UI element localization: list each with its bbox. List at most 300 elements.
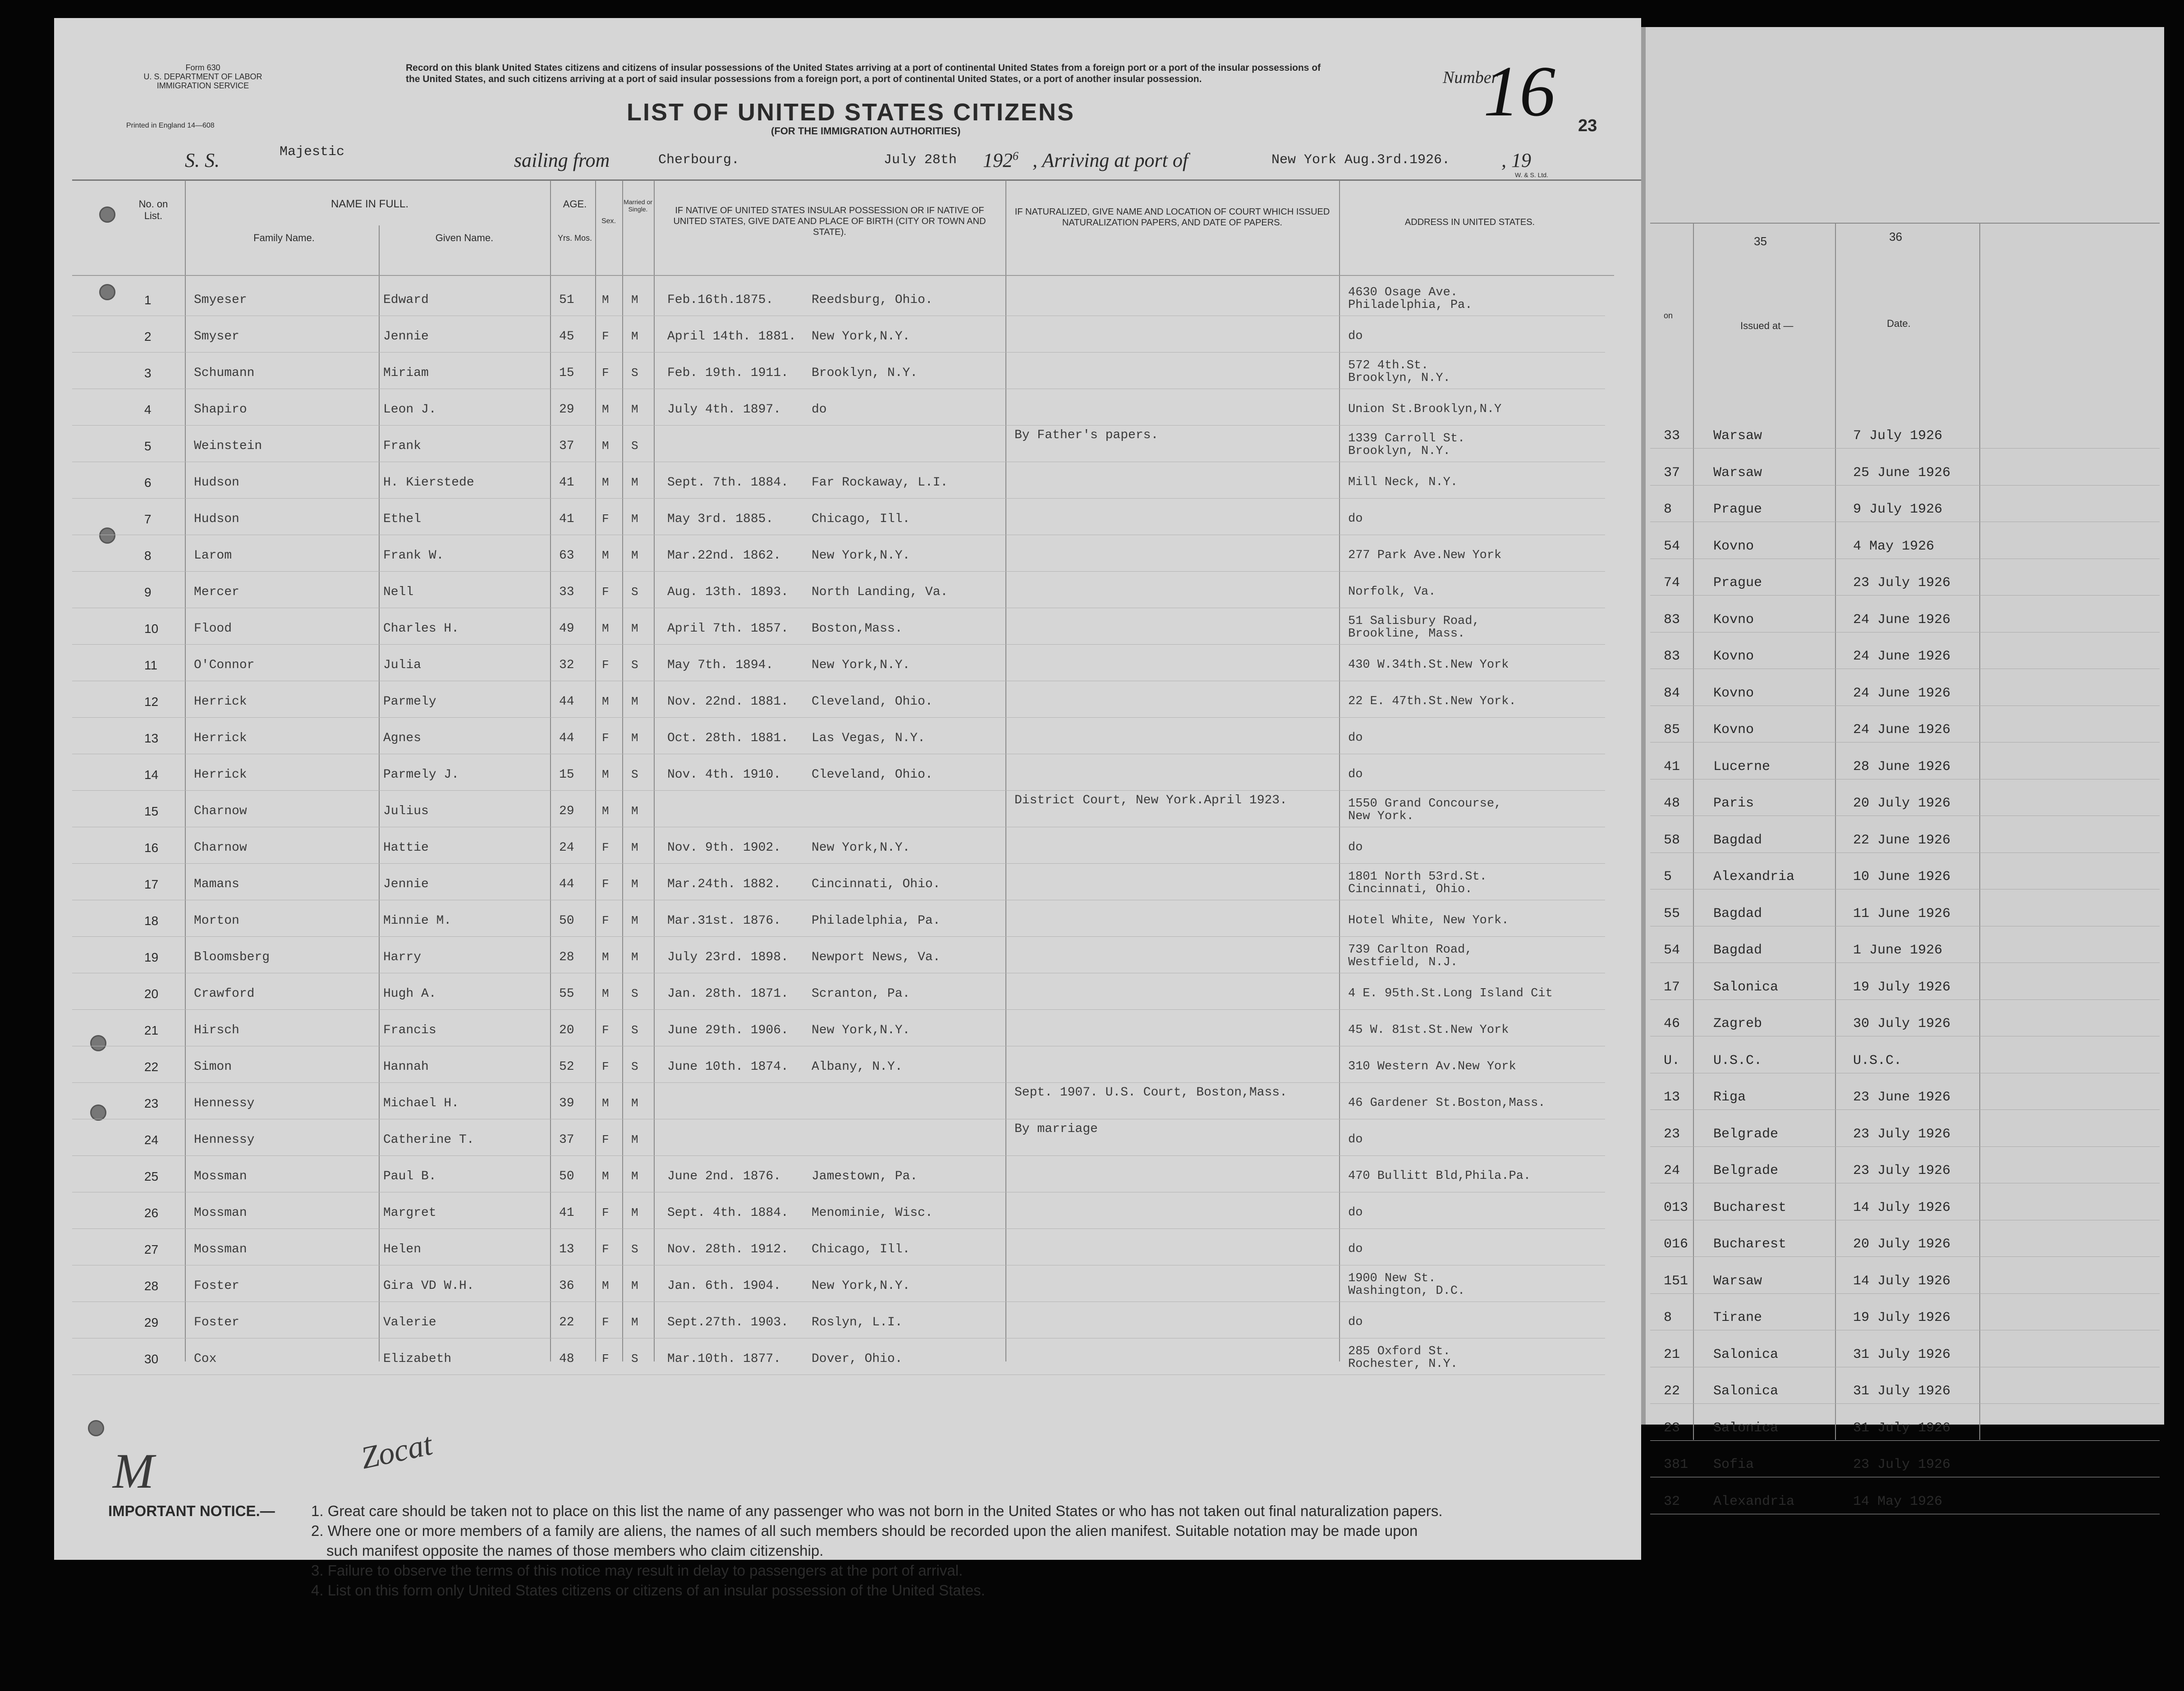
address-line-1: 1339 Carroll St. <box>1348 432 1465 445</box>
birth-place: Cincinnati, Ohio. <box>812 877 941 891</box>
row-rule <box>72 1301 1605 1302</box>
birth-date: April 7th. 1857. <box>667 622 789 636</box>
issued-at: Lucerne <box>1713 759 1771 774</box>
age: 48 <box>559 1352 574 1366</box>
birth-date: Mar.31st. 1876. <box>667 914 781 928</box>
marital-status: M <box>631 403 638 416</box>
age: 24 <box>559 841 574 855</box>
arriving-label: , Arriving at port of <box>1032 149 1188 171</box>
row-number: 21 <box>144 1023 159 1037</box>
col-age: AGE. <box>563 198 587 210</box>
notice-label: IMPORTANT NOTICE.— <box>108 1503 275 1519</box>
issued-at: Tirane <box>1713 1310 1762 1325</box>
family-name: Simon <box>194 1060 232 1074</box>
marital-status: S <box>631 768 638 781</box>
row-number: 24 <box>144 1133 159 1147</box>
visa-number: 48 <box>1664 796 1680 811</box>
handwritten-mark: M <box>113 1444 154 1499</box>
sex: F <box>602 512 609 526</box>
departure-date: July 28th <box>884 152 957 168</box>
col-birth: IF NATIVE OF UNITED STATES INSULAR POSSESSION OR IF NATIVE OF UNITED STATES, GIVE DATE AND PLACE OF BIRTH (CITY OR TOWN AND STATE). <box>673 206 986 237</box>
marital-status: M <box>631 1133 638 1146</box>
birth-date: Feb. 19th. 1911. <box>667 366 789 380</box>
visa-number: 23 <box>1664 1126 1680 1142</box>
birth-date: Sept. 7th. 1884. <box>667 476 789 490</box>
marital-status: M <box>631 622 638 635</box>
sex: M <box>602 1096 609 1110</box>
row-number: 12 <box>144 695 159 709</box>
address-line-1: Union St.Brooklyn,N.Y <box>1348 403 1502 416</box>
age: 28 <box>559 950 574 964</box>
sex: M <box>602 549 609 562</box>
address-line-2: New York. <box>1348 810 1414 823</box>
side-row-rule <box>1650 999 2160 1000</box>
family-name: Charnow <box>194 841 247 855</box>
family-name: Herrick <box>194 768 247 782</box>
family-name: Herrick <box>194 731 247 745</box>
age: 44 <box>559 877 574 891</box>
family-name: Foster <box>194 1315 239 1329</box>
given-name: Charles H. <box>383 622 459 636</box>
issued-at: Kovno <box>1713 722 1754 738</box>
marital-status: M <box>631 841 638 854</box>
age: 50 <box>559 914 574 928</box>
birth-date: Aug. 13th. 1893. <box>667 585 789 599</box>
issue-date: 24 June 1926 <box>1853 722 1951 738</box>
issue-date: 1 June 1926 <box>1853 943 1943 958</box>
row-number: 1 <box>144 293 151 307</box>
address-line-1: 46 Gardener St.Boston,Mass. <box>1348 1096 1546 1110</box>
visa-number: 32 <box>1664 1494 1680 1509</box>
row-number: 6 <box>144 476 151 490</box>
visa-number: 33 <box>1664 428 1680 444</box>
marital-status: S <box>631 1023 638 1037</box>
col-address: ADDRESS IN UNITED STATES. <box>1404 217 1535 227</box>
sex: M <box>602 768 609 781</box>
row-rule <box>72 498 1605 499</box>
departure-port: Cherbourg. <box>658 152 740 168</box>
issue-date: 24 June 1926 <box>1853 649 1951 664</box>
sex: F <box>602 1352 609 1366</box>
address-line-2: Washington, D.C. <box>1348 1284 1465 1298</box>
visa-number: 016 <box>1664 1237 1688 1252</box>
row-number: 18 <box>144 914 159 928</box>
col-divider <box>622 180 623 1361</box>
visa-number: 8 <box>1664 1310 1672 1325</box>
birth-date: Sept.27th. 1903. <box>667 1315 789 1329</box>
row-rule <box>72 863 1605 864</box>
birth-date: Nov. 4th. 1910. <box>667 768 781 782</box>
birth-place: Brooklyn, N.Y. <box>812 366 918 380</box>
family-name: Mossman <box>194 1169 247 1183</box>
visa-number: 85 <box>1664 722 1680 738</box>
birth-date: Nov. 28th. 1912. <box>667 1242 789 1256</box>
issued-at: Kovno <box>1713 538 1754 554</box>
family-name: Shapiro <box>194 403 247 417</box>
issued-at: Bagdad <box>1713 943 1762 958</box>
issued-at: Alexandria <box>1713 869 1795 884</box>
issued-at: Kovno <box>1713 649 1754 664</box>
family-name: Hirsch <box>194 1023 239 1037</box>
visa-number: 46 <box>1664 1016 1680 1031</box>
given-name: Helen <box>383 1242 422 1256</box>
sex: M <box>602 476 609 489</box>
sex: F <box>602 877 609 891</box>
row-number: 30 <box>144 1352 159 1366</box>
sex: F <box>602 366 609 380</box>
row-rule <box>72 1082 1605 1083</box>
sex: F <box>602 1060 609 1073</box>
address-line-2: Brooklyn, N.Y. <box>1348 371 1450 385</box>
family-name: Hudson <box>194 512 239 526</box>
col-no: No. on List. <box>138 198 168 221</box>
given-name: Edward <box>383 293 429 307</box>
col-name-in-full: NAME IN FULL. <box>330 198 409 210</box>
handwritten-note: Zocat <box>358 1427 436 1476</box>
birth-place: New York,N.Y. <box>812 549 910 563</box>
marital-status: M <box>631 1279 638 1292</box>
address-line-1: Norfolk, Va. <box>1348 585 1436 599</box>
col-family: Family Name. <box>253 232 315 243</box>
col-sex: Sex. <box>601 217 616 225</box>
side-divider <box>1979 223 1980 1440</box>
family-name: Mamans <box>194 877 239 891</box>
side-row-rule <box>1650 595 2160 596</box>
age: 13 <box>559 1242 574 1256</box>
marital-status: M <box>631 731 638 745</box>
address-line-1: do <box>1348 1133 1363 1146</box>
visa-number: 58 <box>1664 832 1680 848</box>
given-name: Frank W. <box>383 549 444 563</box>
sailing-label: sailing from <box>514 149 610 171</box>
important-notice <box>108 1501 1443 1600</box>
birth-date: June 29th. 1906. <box>667 1023 789 1037</box>
issued-at: Salonica <box>1713 1347 1779 1362</box>
address-line-1: 739 Carlton Road, <box>1348 943 1473 957</box>
page-title: LIST OF UNITED STATES CITIZENS <box>627 99 1075 126</box>
age: 36 <box>559 1279 574 1293</box>
birth-date: June 2nd. 1876. <box>667 1169 781 1183</box>
age: 44 <box>559 731 574 745</box>
issued-at: Warsaw <box>1713 428 1762 444</box>
issued-at: Sofia <box>1713 1457 1754 1472</box>
marital-status: M <box>631 877 638 891</box>
age: 29 <box>559 403 574 417</box>
ship-name: Majestic <box>280 144 345 160</box>
birth-place: Far Rockaway, L.I. <box>812 476 948 490</box>
row-rule <box>72 717 1605 718</box>
issue-date: 31 July 1926 <box>1853 1420 1951 1436</box>
address-line-1: do <box>1348 768 1363 781</box>
side-col-36: 36 <box>1889 230 1902 243</box>
address-line-1: do <box>1348 841 1363 854</box>
sex: M <box>602 804 609 818</box>
list-number: 16 <box>1483 51 1555 131</box>
age: 55 <box>559 987 574 1001</box>
row-number: 3 <box>144 366 151 380</box>
family-name: Mossman <box>194 1206 247 1220</box>
address-line-1: 22 E. 47th.St.New York. <box>1348 695 1516 708</box>
side-row-rule <box>1650 1256 2160 1257</box>
sex: F <box>602 914 609 927</box>
visa-number: 5 <box>1664 869 1672 884</box>
sex: F <box>602 1133 609 1146</box>
given-name: Parmely J. <box>383 768 459 782</box>
row-number: 15 <box>144 804 159 818</box>
issued-at: Belgrade <box>1713 1126 1779 1142</box>
address-line-1: 1801 North 53rd.St. <box>1348 870 1487 884</box>
issued-at: Warsaw <box>1713 465 1762 481</box>
row-number: 10 <box>144 622 159 636</box>
birth-place: Philadelphia, Pa. <box>812 914 941 928</box>
age: 41 <box>559 476 574 490</box>
address-line-1: do <box>1348 1206 1363 1219</box>
issued-at: Bagdad <box>1713 832 1762 848</box>
birth-date: June 10th. 1874. <box>667 1060 789 1074</box>
age: 15 <box>559 366 574 380</box>
family-name: Smyeser <box>194 293 247 307</box>
marital-status: S <box>631 658 638 672</box>
row-number: 28 <box>144 1279 159 1293</box>
side-row-rule <box>1650 962 2160 963</box>
notice-item: 3. Failure to observe the terms of this notice may result in delay to passengers at the port of arrival. <box>311 1562 963 1579</box>
visa-number: 83 <box>1664 649 1680 664</box>
marital-status: M <box>631 330 638 343</box>
family-name: Morton <box>194 914 239 928</box>
issue-date: 23 July 1926 <box>1853 575 1951 591</box>
given-name: Francis <box>383 1023 436 1037</box>
age: 49 <box>559 622 574 636</box>
marital-status: M <box>631 476 638 489</box>
instructions: Record on this blank United States citizens and citizens of insular possessions of the United States arriving at a port of continental United States from a foreign port or a port of the insular possessions of the United States, and such citizens arriving at a port of said insular possessions from a foreign port, a port of continental United States, or a port of another insular possession. <box>406 63 1321 84</box>
side-row-rule <box>1650 1146 2160 1147</box>
col-divider <box>185 180 186 1361</box>
issued-at: Kovno <box>1713 612 1754 628</box>
family-name: Schumann <box>194 366 255 380</box>
family-name: Larom <box>194 549 232 563</box>
marital-status: M <box>631 804 638 818</box>
family-name: Charnow <box>194 804 247 818</box>
marital-status: S <box>631 987 638 1000</box>
issued-at: Salonica <box>1713 1420 1779 1436</box>
issued-at: U.S.C. <box>1713 1053 1762 1068</box>
birth-place: New York,N.Y. <box>812 1279 910 1293</box>
issued-at: Belgrade <box>1713 1163 1779 1178</box>
age: 20 <box>559 1023 574 1037</box>
birth-date: Sept. 4th. 1884. <box>667 1206 789 1220</box>
marital-status: S <box>631 585 638 599</box>
sex: F <box>602 658 609 672</box>
birth-place: Dover, Ohio. <box>812 1352 903 1366</box>
sex: F <box>602 585 609 599</box>
birth-date: July 23rd. 1898. <box>667 950 789 964</box>
marital-status: M <box>631 1315 638 1329</box>
issued-at: Salonica <box>1713 1384 1779 1399</box>
marital-status: M <box>631 512 638 526</box>
issue-date: 23 June 1926 <box>1853 1090 1951 1105</box>
department: U. S. DEPARTMENT OF LABOR <box>143 72 262 81</box>
col-yrs-mos: Yrs. Mos. <box>557 234 592 243</box>
issue-date: 24 June 1926 <box>1853 685 1951 701</box>
side-row-rule <box>1650 1403 2160 1404</box>
birth-place: Albany, N.Y. <box>812 1060 903 1074</box>
marital-status: M <box>631 549 638 562</box>
issued-at: Prague <box>1713 575 1762 591</box>
birth-place: New York,N.Y. <box>812 658 910 672</box>
birth-date: July 4th. 1897. <box>667 403 781 417</box>
row-rule <box>72 644 1605 645</box>
address-line-1: 1550 Grand Concourse, <box>1348 797 1502 811</box>
issue-date: 4 May 1926 <box>1853 538 1935 554</box>
side-row-rule <box>1650 1109 2160 1110</box>
side-divider <box>1693 223 1694 1440</box>
visa-number: 55 <box>1664 906 1680 921</box>
row-number: 5 <box>144 439 151 453</box>
header-bottom-rule <box>72 275 1614 276</box>
visa-number: U. <box>1664 1053 1680 1068</box>
marital-status: M <box>631 1096 638 1110</box>
address-line-2: Brookline, Mass. <box>1348 627 1465 641</box>
given-name: Agnes <box>383 731 422 745</box>
issued-at: Riga <box>1713 1090 1746 1105</box>
issue-date: 19 July 1926 <box>1853 979 1951 995</box>
visa-number: 17 <box>1664 979 1680 995</box>
age: 33 <box>559 585 574 599</box>
age: 32 <box>559 658 574 672</box>
visa-number: 54 <box>1664 538 1680 554</box>
punch-hole <box>99 284 115 300</box>
given-name: Michael H. <box>383 1096 459 1110</box>
birth-date: Mar.10th. 1877. <box>667 1352 781 1366</box>
birth-place: Cleveland, Ohio. <box>812 695 933 709</box>
issue-date: 10 June 1926 <box>1853 869 1951 884</box>
birth-place: Boston,Mass. <box>812 622 903 636</box>
issue-date: 14 July 1926 <box>1853 1200 1951 1215</box>
birth-place: Reedsburg, Ohio. <box>812 293 933 307</box>
given-name: Julius <box>383 804 429 818</box>
side-row-rule <box>1650 485 2160 486</box>
address-line-1: 430 W.34th.St.New York <box>1348 658 1509 672</box>
birth-date: Mar.24th. 1882. <box>667 877 781 891</box>
issue-date: 22 June 1926 <box>1853 832 1951 848</box>
issue-date: 25 June 1926 <box>1853 465 1951 481</box>
birth-place: Cleveland, Ohio. <box>812 768 933 782</box>
year-2: , 19 <box>1501 149 1531 171</box>
birth-place: Jamestown, Pa. <box>812 1169 918 1183</box>
issued-at: Bagdad <box>1713 906 1762 921</box>
family-name: Herrick <box>194 695 247 709</box>
row-number: 7 <box>144 512 151 526</box>
row-number: 16 <box>144 841 159 855</box>
ss-label: S. S. <box>185 149 220 171</box>
row-number: 29 <box>144 1315 159 1329</box>
given-name: Parmely <box>383 695 436 709</box>
col-married: Married or Single. <box>624 198 652 213</box>
family-name: O'Connor <box>194 658 255 672</box>
col-given: Given Name. <box>435 232 494 243</box>
sex: F <box>602 1023 609 1037</box>
given-name: Jennie <box>383 877 429 891</box>
sex: F <box>602 1242 609 1256</box>
address-line-1: 1900 New St. <box>1348 1272 1436 1285</box>
visa-number: 74 <box>1664 575 1680 591</box>
sex: M <box>602 1169 609 1183</box>
punch-hole <box>99 527 115 544</box>
sex: F <box>602 731 609 745</box>
birth-date: Feb.16th.1875. <box>667 293 774 307</box>
issue-date: 31 July 1926 <box>1853 1384 1951 1399</box>
address-line-1: 45 W. 81st.St.New York <box>1348 1023 1509 1037</box>
sex: M <box>602 987 609 1000</box>
col-divider <box>379 225 380 1361</box>
family-name: Flood <box>194 622 232 636</box>
address-line-2: Rochester, N.Y. <box>1348 1357 1458 1371</box>
family-name: Bloomsberg <box>194 950 270 964</box>
age: 45 <box>559 330 574 344</box>
given-name: Miriam <box>383 366 429 380</box>
issue-date: 24 June 1926 <box>1853 612 1951 628</box>
row-rule <box>72 425 1605 426</box>
given-name: Elizabeth <box>383 1352 452 1366</box>
row-rule <box>72 1228 1605 1229</box>
family-name: Cox <box>194 1352 217 1366</box>
age: 41 <box>559 1206 574 1220</box>
printed-note: Printed in England 14—608 <box>126 122 215 129</box>
side-on: on <box>1664 311 1673 320</box>
row-number: 27 <box>144 1242 159 1256</box>
age: 29 <box>559 804 574 818</box>
age: 63 <box>559 549 574 563</box>
sex: M <box>602 1279 609 1292</box>
visa-number: 23 <box>1664 1420 1680 1436</box>
birth-date: Jan. 6th. 1904. <box>667 1279 781 1293</box>
marital-status: S <box>631 439 638 453</box>
visa-number: 381 <box>1664 1457 1688 1472</box>
punch-hole <box>88 1420 104 1436</box>
birth-place: Chicago, Ill. <box>812 1242 910 1256</box>
birth-place: Roslyn, L.I. <box>812 1315 903 1329</box>
birth-place: North Landing, Va. <box>812 585 948 599</box>
side-row-rule <box>1650 1293 2160 1294</box>
given-name: Hattie <box>383 841 429 855</box>
issued-at: Kovno <box>1713 685 1754 701</box>
sex: M <box>602 403 609 416</box>
age: 50 <box>559 1169 574 1183</box>
header-rule <box>72 179 1641 181</box>
col-divider <box>595 180 596 1361</box>
birth-place: Las Vegas, N.Y. <box>812 731 926 745</box>
issue-date: 19 July 1926 <box>1853 1310 1951 1325</box>
col-divider <box>1005 180 1006 1361</box>
given-name: Nell <box>383 585 414 599</box>
row-rule <box>72 936 1605 937</box>
family-name: Hennessy <box>194 1133 255 1147</box>
family-name: Weinstein <box>194 439 262 453</box>
given-name: Hugh A. <box>383 987 436 1001</box>
given-name: Harry <box>383 950 422 964</box>
birth-date: May 3rd. 1885. <box>667 512 774 526</box>
birth-date: April 14th. 1881. <box>667 330 796 344</box>
given-name: Minnie M. <box>383 914 452 928</box>
row-rule <box>72 790 1605 791</box>
address-line-1: do <box>1348 512 1363 526</box>
visa-number: 8 <box>1664 502 1672 517</box>
birth-place: New York,N.Y. <box>812 1023 910 1037</box>
marital-status: M <box>631 914 638 927</box>
given-name: Gira VD W.H. <box>383 1279 474 1293</box>
address-line-1: 470 Bullitt Bld,Phila.Pa. <box>1348 1169 1531 1183</box>
address-line-1: do <box>1348 1242 1363 1256</box>
